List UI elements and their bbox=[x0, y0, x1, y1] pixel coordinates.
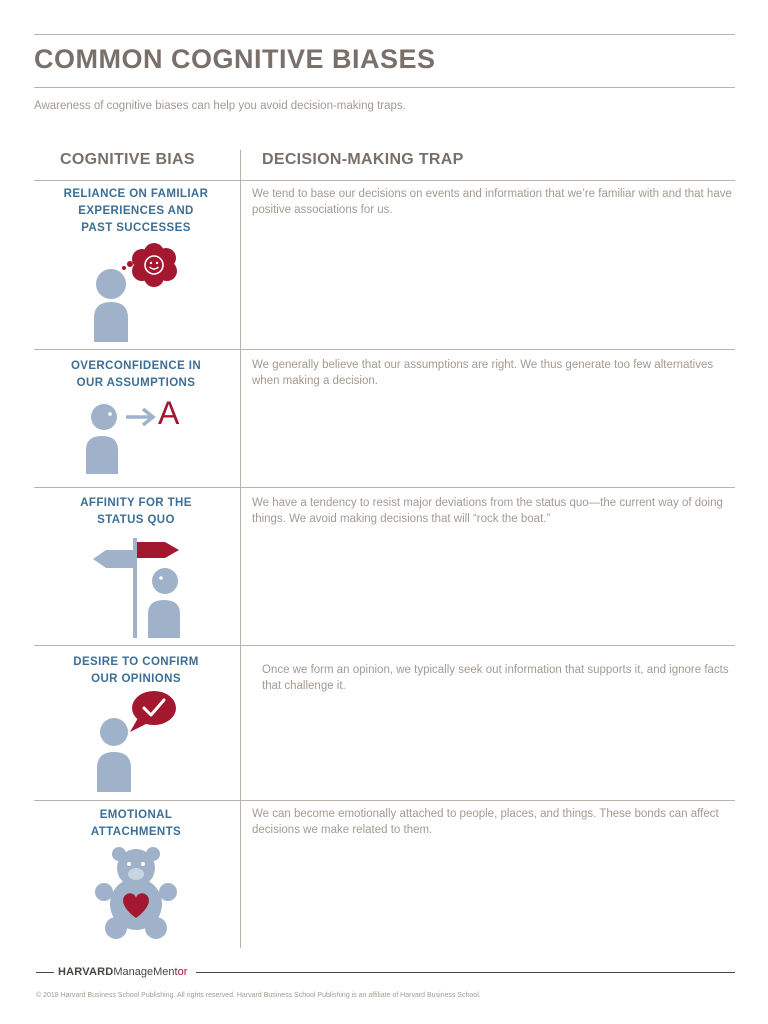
person-signpost-icon bbox=[90, 536, 190, 640]
logo-or-text: or bbox=[177, 966, 188, 978]
bias-label-emotional-attachments: EMOTIONAL ATTACHMENTS bbox=[90, 809, 182, 838]
top-rule bbox=[34, 34, 735, 35]
page-title: COMMON COGNITIVE BIASES bbox=[34, 44, 436, 74]
harvard-managementor-logo bbox=[58, 966, 187, 978]
bias-label-familiar-experiences: RELIANCE ON FAMILIAR EXPERIENCES AND PAST SUCCESSES bbox=[63, 188, 209, 234]
column-heading-trap: DECISION-MAKING TRAP bbox=[262, 151, 464, 168]
trap-description-emotional-attachments: We can become emotionally attached to people, places, and things. These bonds can affect decisions we make related to them. bbox=[252, 808, 719, 836]
trap-description-familiar-experiences: We tend to base our decisions on events and information that we’re familiar with and that have positive associations for us. bbox=[252, 188, 732, 216]
title-rule bbox=[34, 87, 735, 88]
bias-label-confirm-opinions: DESIRE TO CONFIRM OUR OPINIONS bbox=[73, 656, 199, 685]
trap-description-status-quo: We have a tendency to resist major deviations from the status quo—the current way of doing things. We avoid making decisions that will “rock the boat.” bbox=[252, 497, 723, 525]
trap-description-overconfidence: We generally believe that our assumptions are right. We thus generate too few alternatives when making a decision. bbox=[252, 359, 714, 387]
copyright-notice: © 2018 Harvard Business School Publishing. All rights reserved. Harvard Business School Publishing is an affiliate of Harvard Business School. bbox=[36, 992, 481, 999]
footer-rule-right bbox=[196, 972, 735, 973]
row-divider bbox=[34, 349, 735, 350]
row-divider bbox=[34, 800, 735, 801]
letter-a-glyph: A bbox=[158, 395, 180, 431]
person-checkmark-bubble-icon bbox=[92, 688, 182, 794]
page-subtitle: Awareness of cognitive biases can help you avoid decision-making traps. bbox=[34, 100, 406, 112]
bias-label-status-quo: AFFINITY FOR THE STATUS QUO bbox=[80, 497, 192, 526]
column-divider bbox=[240, 150, 241, 948]
footer-rule-left bbox=[36, 972, 54, 973]
logo-managementor-text: ManageMent bbox=[113, 966, 178, 978]
person-happy-thought-icon bbox=[88, 240, 184, 344]
row-divider bbox=[34, 487, 735, 488]
person-arrow-a-icon bbox=[82, 395, 192, 476]
row-divider bbox=[34, 645, 735, 646]
logo-harvard-text: HARVARD bbox=[58, 966, 114, 978]
column-heading-bias: COGNITIVE BIAS bbox=[60, 151, 195, 168]
teddy-bear-heart-icon bbox=[92, 846, 180, 940]
bias-label-overconfidence: OVERCONFIDENCE IN OUR ASSUMPTIONS bbox=[70, 360, 202, 389]
row-divider bbox=[34, 180, 735, 181]
trap-description-confirm-opinions: Once we form an opinion, we typically seek out information that supports it, and ignore facts that challenge it. bbox=[262, 664, 729, 692]
